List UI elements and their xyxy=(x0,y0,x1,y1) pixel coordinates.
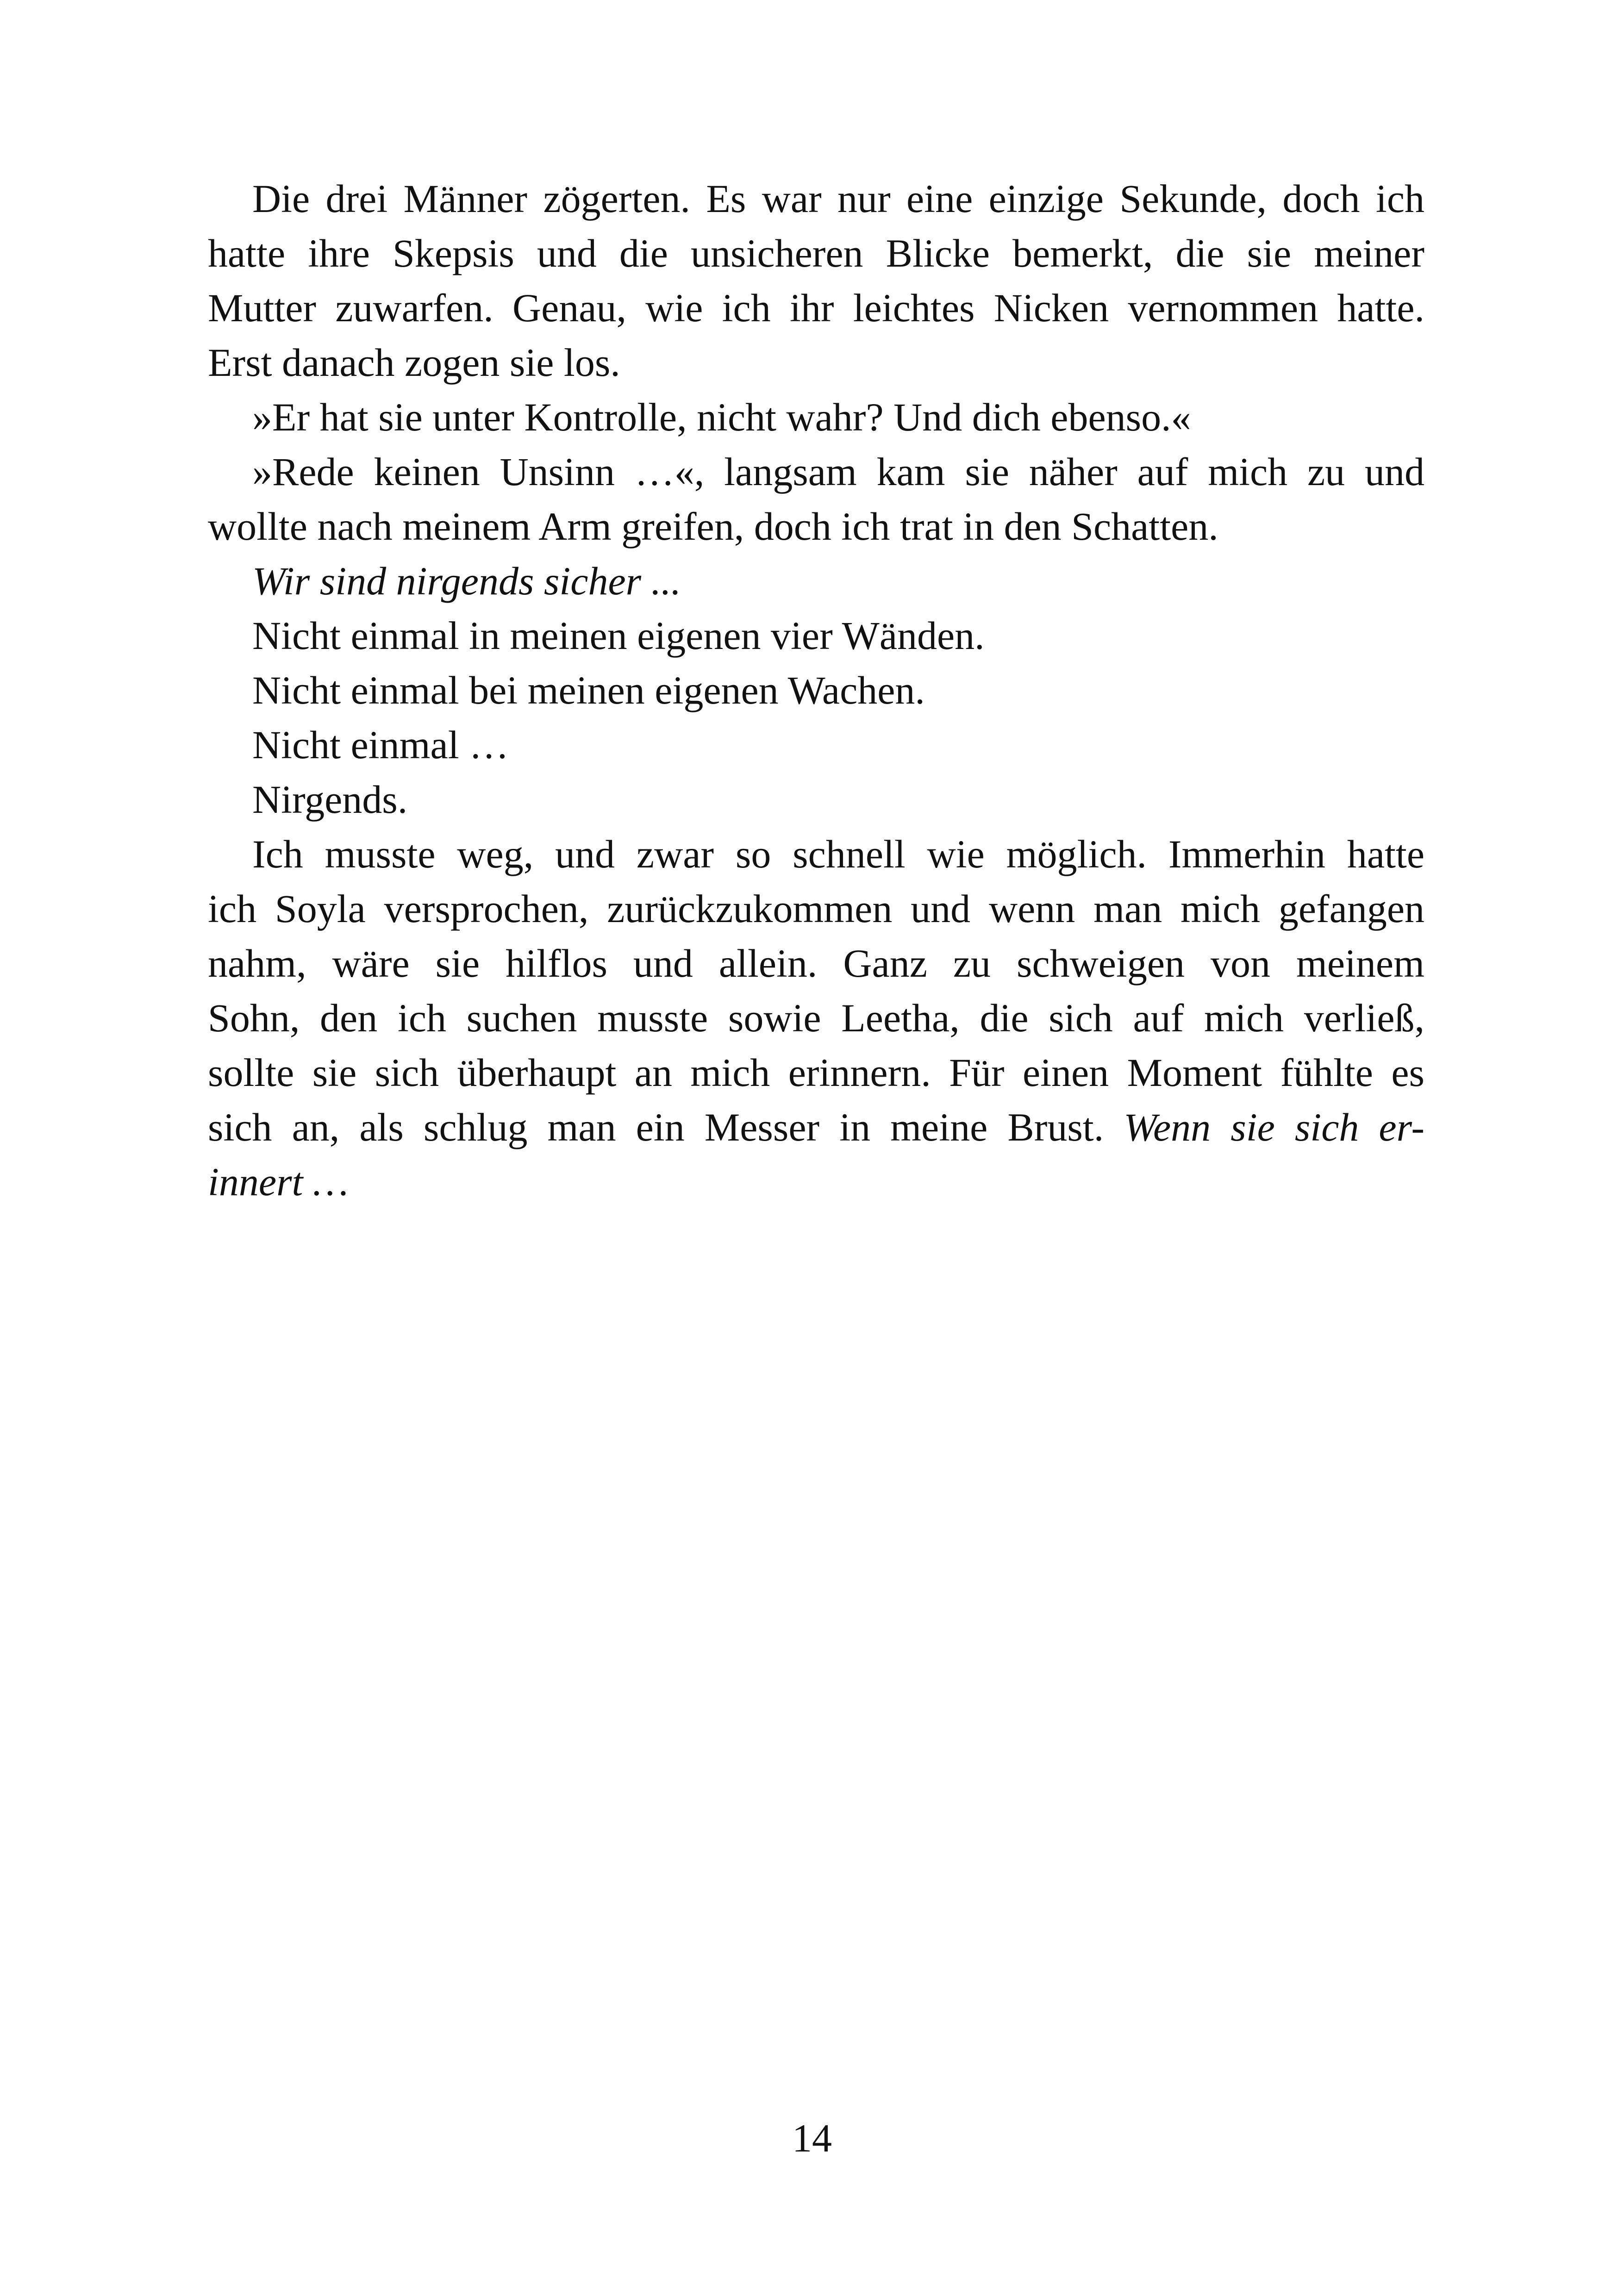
text-run: Sohn, den ich suchen musste sowie Leetha, die sich auf mich verließ, xyxy=(208,996,1424,1040)
text-line xyxy=(208,281,1424,335)
text-run: »Rede keinen Unsinn …«, langsam kam sie näher auf mich zu und xyxy=(252,449,1424,494)
text-line xyxy=(208,444,1424,499)
text-line xyxy=(208,226,1424,281)
page-number: 14 xyxy=(792,2116,832,2160)
text-line xyxy=(208,554,1424,608)
text-run: hatte ihre Skepsis und die unsicheren Blicke bemerkt, die sie meiner xyxy=(208,231,1424,275)
text-run: wollte nach meinem Arm greifen, doch ich trat in den Schatten. xyxy=(208,504,1218,549)
text-run: »Er hat sie unter Kontrolle, nicht wahr? Und dich ebenso.« xyxy=(252,395,1191,439)
text-run: Erst danach zogen sie los. xyxy=(208,340,620,385)
text-run-italic: Wir sind nirgends sicher ... xyxy=(252,559,681,603)
text-line xyxy=(208,608,1424,663)
text-line xyxy=(208,991,1424,1045)
text-line xyxy=(208,171,1424,226)
text-run: Die drei Männer zögerten. Es war nur eine einzige Sekunde, doch ich xyxy=(252,176,1424,221)
text-run: Nirgends. xyxy=(252,777,408,822)
text-run: Nicht einmal bei meinen eigenen Wachen. xyxy=(252,668,925,712)
text-run: Nicht einmal in meinen eigenen vier Wänden. xyxy=(252,613,985,658)
text-line xyxy=(208,1100,1424,1154)
text-run: nahm, wäre sie hilflos und allein. Ganz zu schweigen von meinem xyxy=(208,941,1424,985)
text-line xyxy=(208,663,1424,717)
text-run: ich Soyla versprochen, zurückzukommen und wenn man mich gefangen xyxy=(208,886,1424,931)
text-run: sich an, als schlug man ein Messer in meine Brust. xyxy=(208,1105,1124,1149)
text-run: Nicht einmal … xyxy=(252,723,509,767)
text-line xyxy=(208,827,1424,881)
text-line xyxy=(208,1045,1424,1100)
text-line xyxy=(208,499,1424,554)
page-body xyxy=(208,171,1424,1209)
text-line xyxy=(208,717,1424,772)
text-line xyxy=(208,335,1424,390)
text-run: Mutter zuwarfen. Genau, wie ich ihr leichtes Nicken vernommen hatte. xyxy=(208,286,1424,330)
text-run-italic: Wenn sie sich er- xyxy=(1124,1105,1424,1149)
text-run: Ich musste weg, und zwar so schnell wie möglich. Immerhin hatte xyxy=(252,832,1424,876)
text-run: sollte sie sich überhaupt an mich erinnern. Für einen Moment fühlte es xyxy=(208,1050,1424,1095)
text-run-italic: innert … xyxy=(208,1160,349,1204)
text-line xyxy=(208,772,1424,827)
text-line xyxy=(208,881,1424,936)
text-line xyxy=(208,936,1424,991)
text-line xyxy=(208,1154,1424,1209)
text-line xyxy=(208,390,1424,444)
